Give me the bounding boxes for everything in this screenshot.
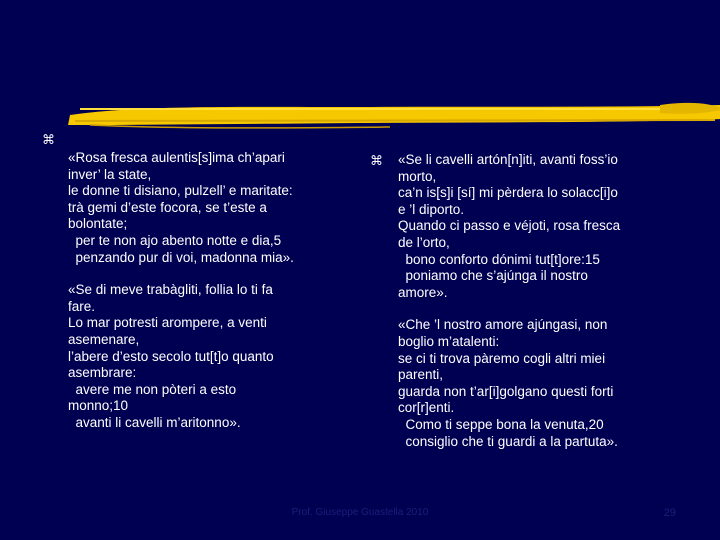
poem-line: inver’ la state, [68, 166, 152, 182]
poem-line: asembrare: [68, 365, 137, 381]
poem-line: asemenare, [68, 331, 140, 347]
poem-line: «Che ’l nostro amore ajúngasi, non [398, 317, 608, 333]
bullet-icon: ⌘ [370, 154, 383, 169]
poem-line: de l’orto, [398, 234, 450, 250]
decorative-brush-stroke [60, 95, 720, 135]
poem-line: ca’n is[s]i [sí] mi pèrdera lo solacc[i]o [398, 185, 618, 201]
poem-line: boglio m’atalenti: [398, 333, 500, 349]
poem-line: morto, [398, 168, 437, 184]
poem-line: Como ti seppe bona la venuta,20 [398, 416, 604, 432]
stanza-2 [68, 282, 353, 431]
poem-line: avere me non pòteri a esto [68, 381, 237, 397]
footer-author: Prof. Giuseppe Guastella 2010 [291, 507, 429, 518]
poem-line: l’abere d’esto secolo tut[t]o quanto [68, 348, 274, 364]
poem-line: parenti, [398, 367, 444, 383]
page-number: 29 [663, 507, 676, 519]
stanza-4 [398, 317, 670, 450]
stanza-3 [398, 152, 670, 301]
poem-line: se ci ti trova pàremo cogli altri miei [398, 350, 606, 366]
poem-line: poniamo che s’ajúnga il nostro [398, 268, 588, 284]
bullet-icon: ⌘ [42, 133, 55, 148]
poem-line: penzando pur di voi, madonna mia». [68, 249, 294, 265]
poem-line: bono conforto dónimi tut[t]ore:15 [398, 251, 600, 267]
left-poem-column [68, 150, 353, 448]
poem-line: trà gemi d’este focora, se t’este a [68, 199, 267, 215]
poem-line: e ’l diporto. [398, 201, 465, 217]
poem-line: «Se di meve trabàgliti, follia lo ti fa [68, 282, 273, 298]
poem-line: bolontate; [68, 216, 128, 232]
poem-line: «Se li cavelli artón[n]iti, avanti foss’io [398, 152, 618, 167]
poem-line: fare. [68, 298, 96, 314]
poem-line: guarda non t’ar[i]golgano questi forti [398, 383, 614, 399]
stanza-1 [68, 150, 353, 266]
poem-line: consiglio che ti guardi a la partuta». [398, 433, 618, 449]
poem-line: Lo mar potresti arompere, a venti [68, 315, 267, 331]
poem-line: per te non ajo abento notte e dia,5 [68, 232, 282, 248]
poem-line: Quando ci passo e véjoti, rosa fresca [398, 218, 621, 234]
poem-line: le donne ti disiano, pulzell’ e maritate: [68, 183, 293, 199]
poem-line: «Rosa fresca aulentis[s]ima ch’apari [68, 150, 285, 165]
poem-line: monno;10 [68, 398, 129, 414]
poem-line: cor[r]enti. [398, 400, 455, 416]
right-poem-column [398, 152, 670, 466]
poem-line: amore». [398, 284, 448, 300]
poem-line: avanti li cavelli m’aritonno». [68, 414, 241, 430]
